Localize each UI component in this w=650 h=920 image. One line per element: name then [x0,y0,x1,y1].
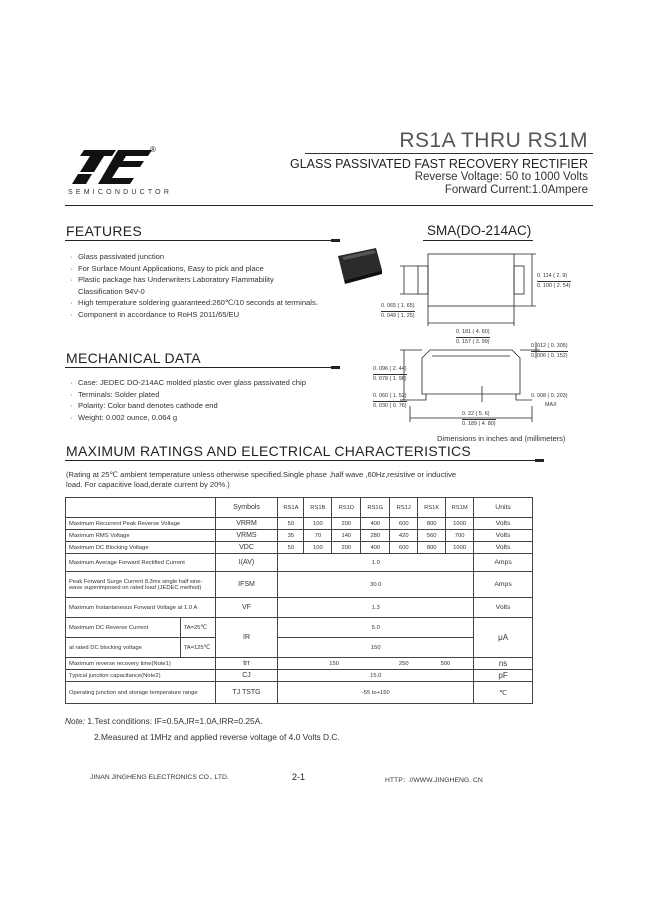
table-row [66,598,533,618]
note-1: 1.Test conditions: IF=0.5A,IR=1.0A,IRR=0.25A. [87,716,263,726]
list-item: · Case: JEDEC DO-214AC molded plastic over glass passivated chip [68,377,368,389]
value-cell: 100 [304,518,332,530]
list-item: · Component in accordance to RoHS 2011/65/EU [68,309,368,321]
value-cell: 800 [418,518,446,530]
value-cell: 400 [361,542,390,554]
list-item: · Glass passivated junction [68,251,368,263]
unit-cell: Volts [474,530,533,542]
package-photo [330,244,384,288]
dimension-note: Dimensions in inches and (millimeters) [437,434,566,443]
dim-foot [373,392,407,411]
param-cell: Maximum Recurrent Peak Reverse Voltage [66,518,216,530]
unit-cell: ℃ [474,682,533,704]
reverse-voltage-spec: Reverse Voltage: 50 to 1000 Volts [414,171,588,183]
page-number: 2-1 [292,772,306,782]
value-cell: 250 [390,658,418,670]
param-cell: Typical junction capacitance(Note2) [66,670,216,682]
dim-value: 0. 049 ( 1. 25) [381,313,415,319]
value-cell: 150 [278,658,390,670]
value-cell: 30.0 [278,572,474,598]
value-cell: 70 [304,530,332,542]
value-cell: 50 [278,518,304,530]
unit-cell: ns [474,658,533,670]
table-row [66,518,533,530]
value-cell: 600 [390,542,418,554]
dim-thickness [531,342,568,361]
table-row [66,572,533,598]
value-cell: 500 [418,658,474,670]
ratings-title: MAXIMUM RATINGS AND ELECTRICAL CHARACTERISTICS [66,443,472,459]
dim-overall [462,410,496,429]
param-cell: Peak Forward Surge Current 8.3ms single half sine-wave superimposed on rated load (JEDEC method) [66,572,216,598]
mechanical-title: MECHANICAL DATA [66,350,201,366]
table-header: RS1B [304,498,332,518]
ratings-table [65,497,533,704]
title-underline [305,153,593,154]
table-header-row [66,498,533,518]
unit-cell: pF [474,670,533,682]
dim-value: 0. 078 ( 1. 98) [373,376,407,382]
value-cell: 600 [390,518,418,530]
note-label: Note: [65,716,86,726]
mechanical-rule [65,367,331,368]
value-cell: 1.3 [278,598,474,618]
table-row [66,638,533,658]
value-cell: 150 [278,638,474,658]
product-subtitle: GLASS PASSIVATED FAST RECOVERY RECTIFIER [290,157,588,171]
condition-cell: TA=25℃ [180,618,215,638]
mechanical-list [68,377,368,423]
symbol-cell: trr [215,658,278,670]
symbol-cell: IFSM [215,572,278,598]
conditions-line: load. For capacitive load,derate current by 20%.) [66,480,230,489]
features-title: FEATURES [66,223,143,239]
registered-mark: ® [150,145,156,154]
value-cell: 200 [332,518,361,530]
table-header: RS1M [446,498,474,518]
list-item: · Weight: 0.002 ounce, 0.064 g [68,412,368,424]
features-rule-end [331,239,340,242]
unit-cell: Amps [474,572,533,598]
dim-height [373,365,407,384]
list-item: · Plastic package has Underwriters Laboratory Flammability Classification 94V-0 [68,274,308,297]
features-rule [65,240,331,241]
mechanical-rule-end [331,366,340,369]
param-cell: Operating junction and storage temperature range [66,682,216,704]
value-cell: 1.0 [278,554,474,572]
dim-value: 0. 030 ( 0. 76) [373,403,407,409]
dim-value: 0. 006 ( 0. 152) [531,353,568,359]
dim-length [456,328,490,347]
param-cell: Maximum reverse recovery time(Note1) [66,658,216,670]
dim-value: 0. 100 ( 2. 54) [537,283,571,289]
dim-standoff [531,392,568,410]
unit-cell: Volts [474,518,533,530]
value-cell: 5.0 [278,618,474,638]
unit-cell: μA [474,618,533,658]
value-cell: 200 [332,542,361,554]
list-item: · For Surface Mount Applications, Easy to pick and place [68,263,368,275]
header-divider [65,205,593,206]
dim-value: 0. 096 ( 2. 44) [373,365,407,375]
symbol-cell: I(AV) [215,554,278,572]
param-cell: Maximum DC Blocking Voltage [66,542,216,554]
ratings-rule-end [535,459,544,462]
dim-value: 0. 181 ( 4. 60) [456,328,490,338]
table-cell [66,498,216,518]
symbol-cell: TJ TSTG [215,682,278,704]
dim-value: 0. 157 ( 3. 99) [456,339,490,345]
dim-lead [381,302,415,321]
symbol-cell: VDC [215,542,278,554]
ratings-conditions [66,470,536,490]
table-row [66,658,533,670]
unit-cell: Amps [474,554,533,572]
symbol-cell: VF [215,598,278,618]
param-cell: Maximum Instantaneous Forward Voltage at 1.0 A [66,598,216,618]
unit-cell: Volts [474,542,533,554]
dim-value: 0. 008 ( 0. 203) [531,393,568,399]
brand-tagline: SEMICONDUCTOR [68,189,173,196]
table-header: RS1A [278,498,304,518]
value-cell: 140 [332,530,361,542]
unit-cell: Volts [474,598,533,618]
value-cell: 800 [418,542,446,554]
dim-value: 0. 114 ( 2. 9) [537,272,571,282]
table-header: Symbols [215,498,278,518]
dim-value: 0. 22 ( 5. 6) [462,410,496,420]
dim-value: 0. 065 ( 1. 65) [381,302,415,312]
value-cell: 35 [278,530,304,542]
note-line [65,713,340,729]
symbol-cell: CJ [215,670,278,682]
package-title-rule [423,240,533,241]
param-cell: Maximum DC Reverse Current [66,618,181,638]
value-cell: 280 [361,530,390,542]
value-cell: 1000 [446,542,474,554]
package-title: SMA(DO-214AC) [427,223,532,238]
features-list [68,251,368,321]
symbol-cell: VRRM [215,518,278,530]
value-cell: -55 to+150 [278,682,474,704]
value-cell: 50 [278,542,304,554]
list-item: · Polarity: Color band denotes cathode end [68,400,368,412]
value-cell: 15.0 [278,670,474,682]
table-row [66,618,533,638]
table-row [66,682,533,704]
value-cell: 560 [418,530,446,542]
table-row [66,542,533,554]
table-row [66,554,533,572]
value-cell: 420 [390,530,418,542]
footer-url: HTTP：//WWW.JINGHENG. CN [385,777,483,784]
dim-value: 0. 012 ( 0. 305) [531,342,568,352]
table-header: RS1J [390,498,418,518]
table-header: RS1G [361,498,390,518]
page-title: RS1A THRU RS1M [399,129,588,152]
conditions-line: (Rating at 25℃ ambient temperature unless otherwise specified.Single phase ,half wave ,60Hz,resistive or inductive [66,470,457,479]
ratings-rule [65,460,535,461]
list-item: · High temperature soldering guaranteed:260℃/10 seconds at terminals. [68,297,368,309]
param-cell: Maximum Average Forward Rectified Current [66,554,216,572]
dim-value: 0. 189 ( 4. 80) [462,421,496,427]
table-row [66,530,533,542]
param-cell: Maximum RMS Voltage [66,530,216,542]
notes-block [65,713,340,745]
symbol-cell: VRMS [215,530,278,542]
condition-cell: TA=125℃ [180,638,215,658]
table-header: RS1K [418,498,446,518]
value-cell: 1000 [446,518,474,530]
dim-value: 0. 060 ( 1. 52) [373,392,407,402]
symbol-cell: IR [215,618,278,658]
table-row [66,670,533,682]
footer-company: JINAN JINGHENG ELECTRONICS CO., LTD. [90,774,229,781]
value-cell: 700 [446,530,474,542]
company-logo [70,150,152,184]
value-cell: 100 [304,542,332,554]
table-header: RS1D [332,498,361,518]
note-2: 2.Measured at 1MHz and applied reverse voltage of 4.0 Volts D.C. [94,732,340,742]
forward-current-spec: Forward Current:1.0Ampere [444,184,588,196]
list-item: · Terminals: Solder plated [68,389,368,401]
dim-value: MAX [545,402,557,408]
table-header: Units [474,498,533,518]
dim-width [537,272,571,291]
param-cell: at rated DC blocking voltage [66,638,181,658]
value-cell: 400 [361,518,390,530]
